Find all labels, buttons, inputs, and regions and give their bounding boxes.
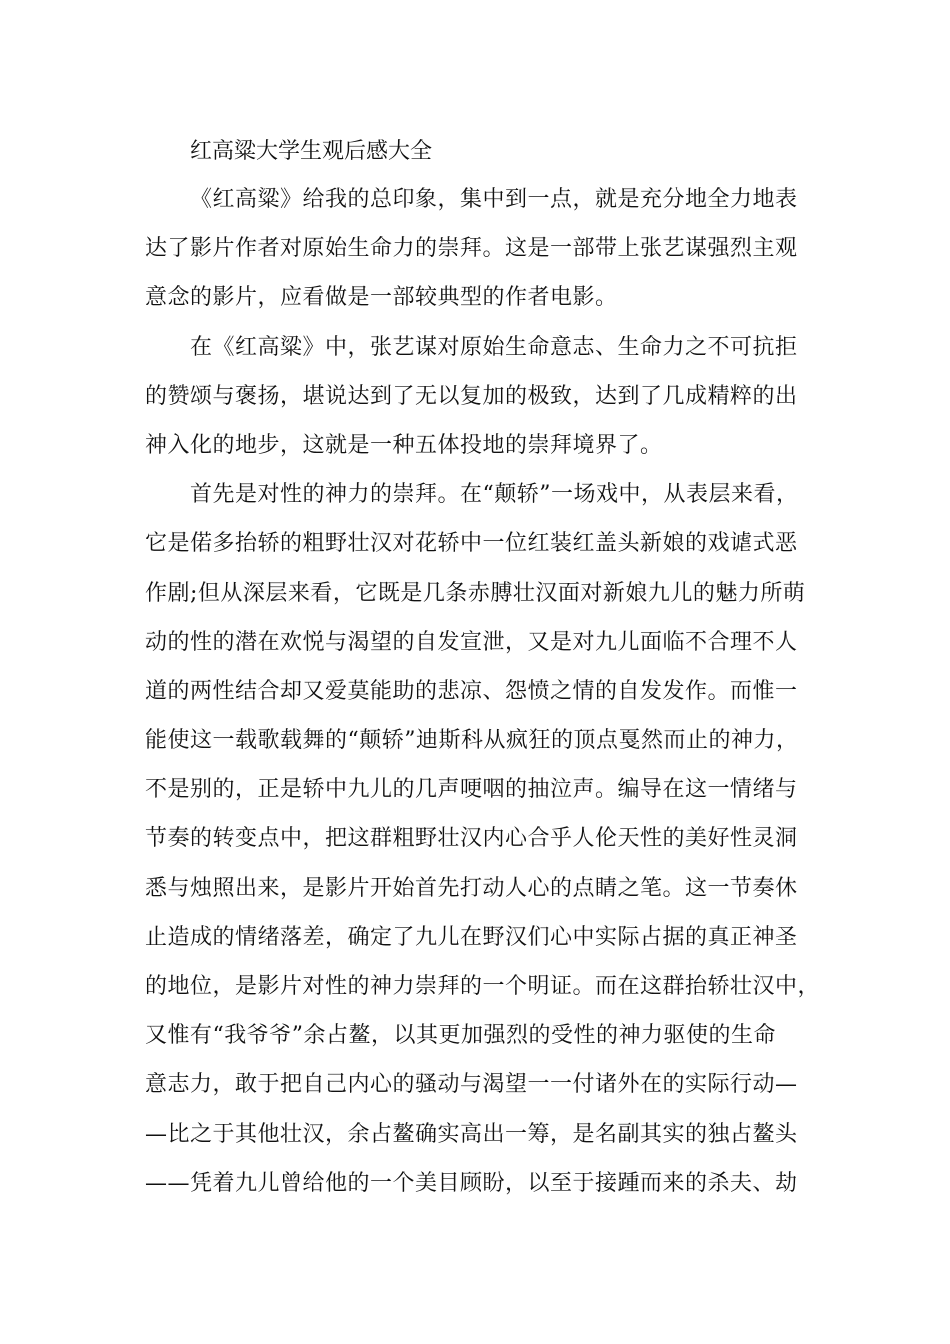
text-line: 首先是对性的神力的崇拜。在“颠轿”一场戏中，从表层来看， [190, 482, 799, 508]
text-line: 动的性的潜在欢悦与渴望的自发宣泄，又是对九儿面临不合理不人 [145, 629, 798, 655]
text-line: 又惟有“我爷爷”余占鳌，以其更加强烈的受性的神力驱使的生命 [145, 1023, 776, 1049]
text-line: 的地位，是影片对性的神力崇拜的一个明证。而在这群抬轿壮汉中， [145, 974, 821, 999]
text-line: 能使这一载歌载舞的“颠轿”迪斯科从疯狂的顶点戛然而止的神力， [145, 728, 799, 754]
text-line: 达了影片作者对原始生命力的崇拜。这是一部带上张艺谋强烈主观 [145, 236, 798, 262]
text-line: 止造成的情绪落差，确定了九儿在野汉们心中实际占据的真正神圣 [145, 924, 798, 950]
text-line: 道的两性结合却又爱莫能助的悲凉、怨愤之情的自发发作。而惟一 [145, 678, 798, 704]
text-line: 在《红高粱》中，张艺谋对原始生命意志、生命力之不可抗拒 [190, 334, 798, 360]
text-line: 《红高粱》给我的总印象，集中到一点，就是充分地全力地表 [190, 187, 798, 212]
text-line: 意志力，敢于把自己内心的骚动与渴望一一付诸外在的实际行动— [145, 1072, 798, 1098]
text-line: 的赞颂与褒扬，堪说达到了无以复加的极致，达到了几成精粹的出 [145, 383, 798, 409]
text-line: 它是偌多抬轿的粗野壮汉对花轿中一位红装红盖头新娘的戏谑式恶 [145, 531, 798, 557]
text-line: 意念的影片，应看做是一部较典型的作者电影。 [145, 285, 618, 311]
text-line: —比之于其他壮汉，余占鳌确实高出一筹，是名副其实的独占鳌头 [145, 1121, 798, 1147]
text-line: 节奏的转变点中，把这群粗野壮汉内心合乎人伦天性的美好性灵洞 [145, 826, 798, 852]
text-line: 不是别的，正是轿中九儿的几声哽咽的抽泣声。编导在这一情绪与 [145, 777, 798, 803]
text-line: 神入化的地步，这就是一种五体投地的崇拜境界了。 [145, 432, 663, 458]
text-line: 作剧;但从深层来看，它既是几条赤膊壮汉面对新娘九儿的魅力所萌 [145, 580, 806, 606]
text-line: ——凭着九儿曾给他的一个美目顾盼，以至于接踵而来的杀夫、劫 [145, 1170, 798, 1196]
document-body [145, 181, 821, 1214]
document-title: 红高粱大学生观后感大全 [190, 139, 433, 164]
text-line: 悉与烛照出来，是影片开始首先打动人心的点睛之笔。这一节奏休 [145, 875, 798, 901]
